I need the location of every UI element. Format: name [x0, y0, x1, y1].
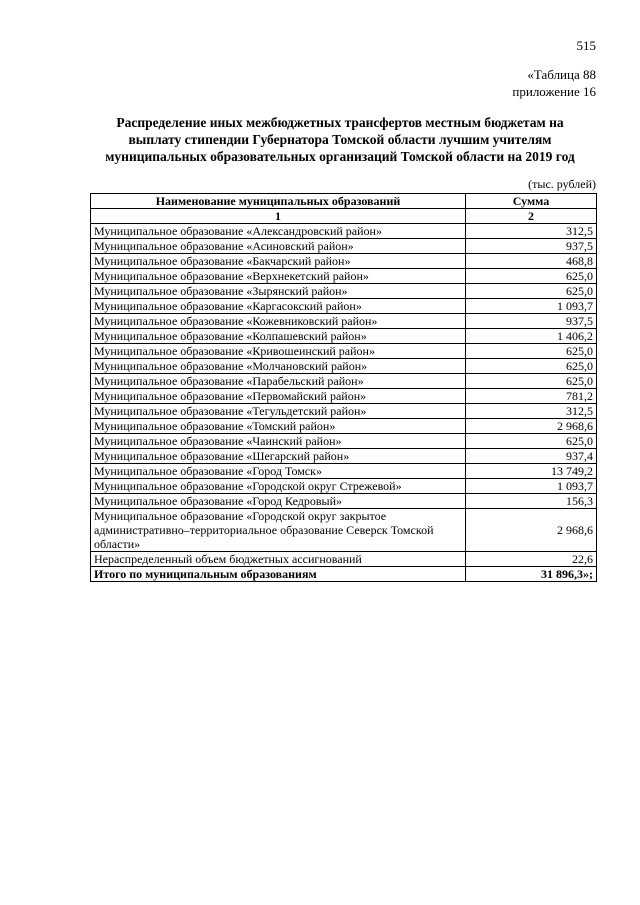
municipality-name: Муниципальное образование «Город Кедровый»	[91, 494, 466, 509]
table-row	[91, 509, 597, 552]
amount-value: 625,0	[466, 434, 597, 449]
title-line: выплату стипендии Губернатора Томской области лучшим учителям	[128, 132, 552, 147]
amount-value: 937,4	[466, 449, 597, 464]
table-row	[91, 254, 597, 269]
column-number: 1	[91, 209, 466, 224]
amount-value: 2 968,6	[466, 419, 597, 434]
appendix-reference: приложение 16	[512, 84, 596, 99]
amount-value: 2 968,6	[466, 509, 597, 552]
column-numbers-row	[91, 209, 597, 224]
municipality-name: Муниципальное образование «Городской округ Стрежевой»	[91, 479, 466, 494]
amount-value: 625,0	[466, 269, 597, 284]
table-row	[91, 389, 597, 404]
municipality-name: Муниципальное образование «Городской округ закрытое административно–территориальное образование Северск Томской области»	[91, 509, 466, 552]
municipality-name: Муниципальное образование «Кожевниковский район»	[91, 314, 466, 329]
table-row	[91, 329, 597, 344]
total-label: Итого по муниципальным образованиям	[91, 567, 466, 582]
amount-value: 937,5	[466, 239, 597, 254]
table-row	[91, 269, 597, 284]
table-row	[91, 314, 597, 329]
amount-value: 625,0	[466, 374, 597, 389]
amount-value: 1 093,7	[466, 299, 597, 314]
amount-value: 625,0	[466, 344, 597, 359]
municipality-name: Муниципальное образование «Томский район»	[91, 419, 466, 434]
amount-value: 625,0	[466, 359, 597, 374]
table-row	[91, 552, 597, 567]
title-line: муниципальных образовательных организаций Томской области на 2019 год	[105, 149, 575, 164]
header-amount: Сумма	[466, 194, 597, 209]
appendix-note	[512, 66, 596, 100]
municipality-name: Муниципальное образование «Парабельский район»	[91, 374, 466, 389]
table-row	[91, 464, 597, 479]
amount-value: 1 093,7	[466, 479, 597, 494]
amount-value: 13 749,2	[466, 464, 597, 479]
page-number: 515	[576, 38, 596, 53]
table-row	[91, 434, 597, 449]
table-row	[91, 374, 597, 389]
municipality-name: Муниципальное образование «Каргасокский район»	[91, 299, 466, 314]
municipality-name: Муниципальное образование «Колпашевский район»	[91, 329, 466, 344]
table-row	[91, 284, 597, 299]
header-name: Наименование муниципальных образований	[91, 194, 466, 209]
amount-value: 625,0	[466, 284, 597, 299]
units-label: (тыс. рублей)	[528, 177, 596, 191]
table-row	[91, 494, 597, 509]
municipality-name: Муниципальное образование «Город Томск»	[91, 464, 466, 479]
municipality-name: Муниципальное образование «Кривошеинский район»	[91, 344, 466, 359]
municipality-name: Муниципальное образование «Молчановский район»	[91, 359, 466, 374]
amount-value: 781,2	[466, 389, 597, 404]
amount-value: 312,5	[466, 404, 597, 419]
municipality-name: Муниципальное образование «Первомайский район»	[91, 389, 466, 404]
table-row	[91, 239, 597, 254]
table-row	[91, 299, 597, 314]
amount-value: 22,6	[466, 552, 597, 567]
table-row	[91, 419, 597, 434]
municipality-name: Муниципальное образование «Зырянский район»	[91, 284, 466, 299]
table-row	[91, 359, 597, 374]
municipality-name: Муниципальное образование «Шегарский район»	[91, 449, 466, 464]
total-amount: 31 896,3»;	[466, 567, 597, 582]
amount-value: 468,8	[466, 254, 597, 269]
municipality-name: Муниципальное образование «Верхнекетский район»	[91, 269, 466, 284]
table-row	[91, 479, 597, 494]
municipality-name: Муниципальное образование «Бакчарский район»	[91, 254, 466, 269]
total-row	[91, 567, 597, 582]
municipality-name: Муниципальное образование «Чаинский район»	[91, 434, 466, 449]
amount-value: 312,5	[466, 224, 597, 239]
amount-value: 1 406,2	[466, 329, 597, 344]
table-row	[91, 344, 597, 359]
table-reference: «Таблица 88	[527, 67, 596, 82]
document-title	[90, 114, 590, 165]
unallocated-name: Нераспределенный объем бюджетных ассигнований	[91, 552, 466, 567]
transfers-table	[90, 193, 597, 582]
title-line: Распределение иных межбюджетных трансфертов местным бюджетам на	[116, 115, 564, 130]
table-row	[91, 449, 597, 464]
header-row	[91, 194, 597, 209]
municipality-name: Муниципальное образование «Асиновский район»	[91, 239, 466, 254]
municipality-name: Муниципальное образование «Александровский район»	[91, 224, 466, 239]
amount-value: 937,5	[466, 314, 597, 329]
table-row	[91, 404, 597, 419]
amount-value: 156,3	[466, 494, 597, 509]
column-number: 2	[466, 209, 597, 224]
table-row	[91, 224, 597, 239]
municipality-name: Муниципальное образование «Тегульдетский район»	[91, 404, 466, 419]
